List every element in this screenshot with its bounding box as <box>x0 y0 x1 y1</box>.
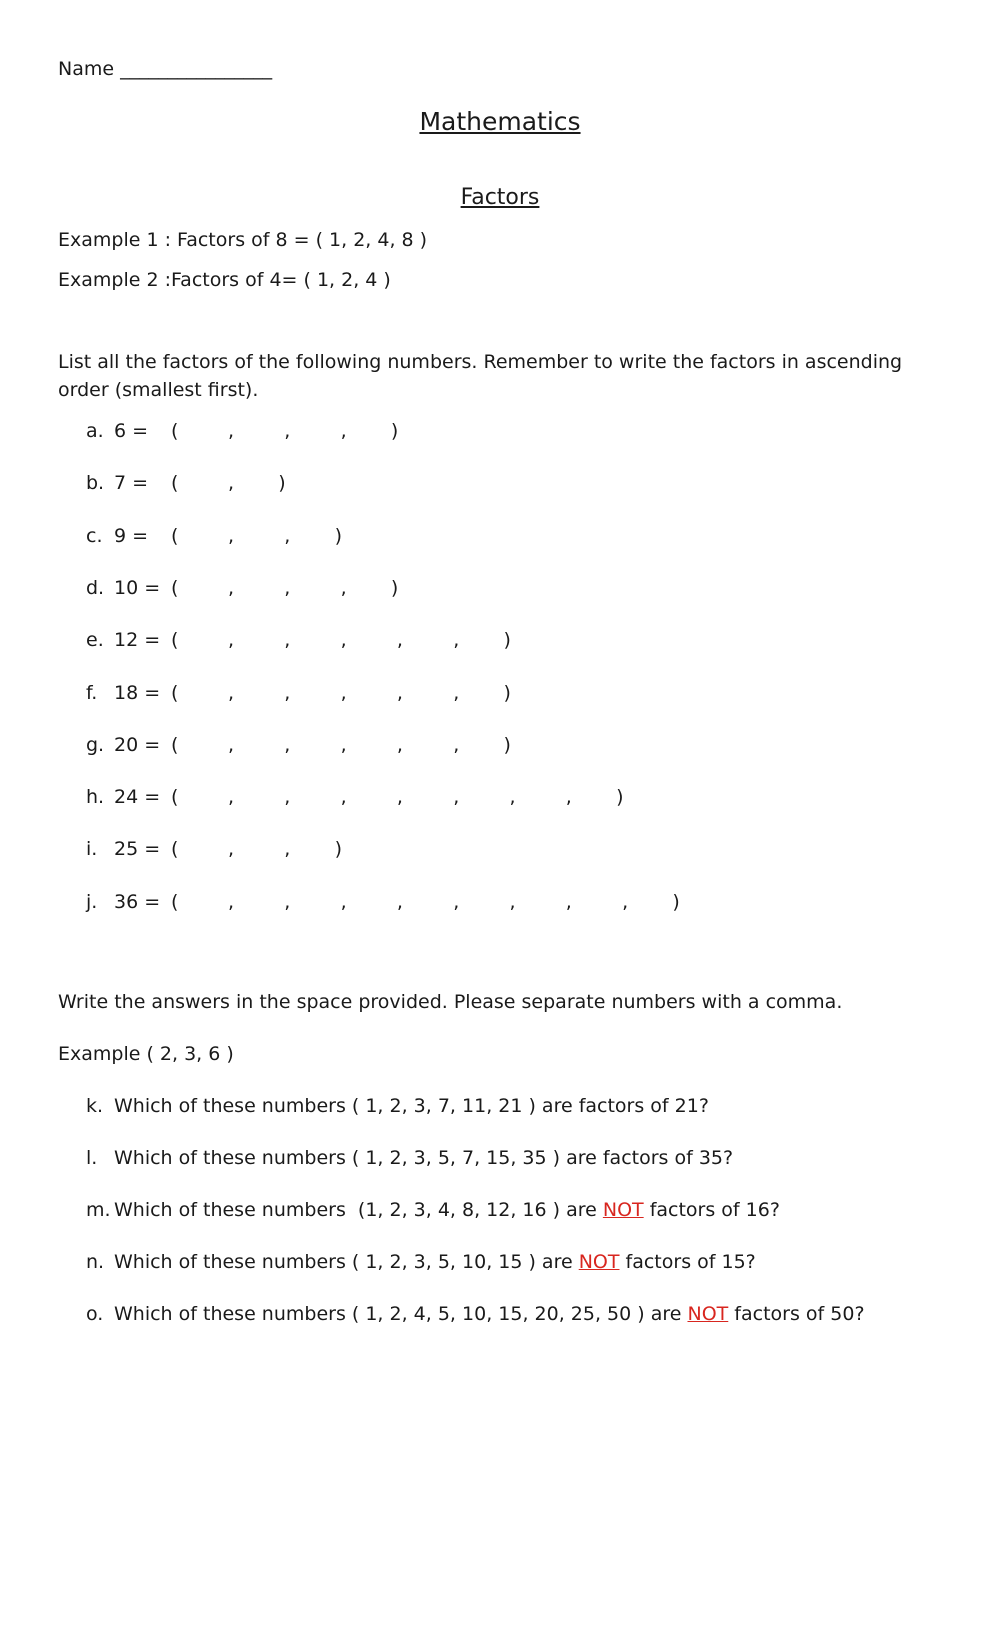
question-text: Which of these numbers ( 1, 2, 3, 7, 11, 21 ) are factors of 21? <box>114 1095 709 1117</box>
item-letter: i. <box>86 838 98 861</box>
question-item <box>86 1147 733 1169</box>
open-paren: ( <box>171 629 179 652</box>
answer-comma[interactable]: , <box>284 576 291 599</box>
answer-comma[interactable]: , <box>509 890 516 913</box>
question-item <box>86 1199 780 1221</box>
item-letter: a. <box>86 420 104 442</box>
open-paren: ( <box>171 733 179 756</box>
answer-comma[interactable]: , <box>228 786 235 809</box>
question-item <box>86 1251 756 1273</box>
close-paren: ) <box>503 629 511 652</box>
question-item <box>86 1303 865 1325</box>
answer-comma[interactable]: , <box>396 629 403 652</box>
instruction-answers: Write the answers in the space provided. Please separate numbers with a comma. <box>58 991 843 1013</box>
item-letter: j. <box>86 890 98 913</box>
question-text-end: factors of 16? <box>643 1199 780 1221</box>
answer-comma[interactable]: , <box>228 420 235 442</box>
question-item <box>86 1095 709 1117</box>
answer-comma[interactable]: , <box>453 629 460 652</box>
answer-comma[interactable]: , <box>228 524 235 547</box>
section-title: Factors <box>460 185 540 210</box>
not-emphasis: NOT <box>578 1251 620 1273</box>
close-paren: ) <box>503 681 511 704</box>
close-paren: ) <box>390 576 399 599</box>
answer-comma[interactable]: , <box>228 576 235 599</box>
open-paren: ( <box>171 681 179 704</box>
item-number-label: 10 = <box>114 576 161 599</box>
answer-comma[interactable]: , <box>340 681 347 704</box>
close-paren: ) <box>334 838 343 861</box>
factor-item <box>0 420 1000 450</box>
answer-comma[interactable]: , <box>509 786 516 809</box>
answer-comma[interactable]: , <box>340 576 347 599</box>
item-letter: c. <box>86 524 103 547</box>
page-title: Mathematics <box>419 107 581 136</box>
item-letter: e. <box>86 629 104 652</box>
question-letter: n. <box>86 1251 105 1273</box>
open-paren: ( <box>171 786 179 809</box>
open-paren: ( <box>171 838 179 861</box>
answer-comma[interactable]: , <box>340 733 347 756</box>
item-letter: h. <box>86 786 105 809</box>
answer-comma[interactable]: , <box>284 786 291 809</box>
answer-comma[interactable]: , <box>396 681 403 704</box>
question-letter: k. <box>86 1095 104 1117</box>
open-paren: ( <box>171 576 179 599</box>
item-number-label: 24 = <box>114 786 161 809</box>
open-paren: ( <box>171 524 179 547</box>
example-2: Example 2 :Factors of 4= ( 1, 2, 4 ) <box>58 269 391 291</box>
factor-item <box>0 734 1000 764</box>
answer-comma[interactable]: , <box>284 838 291 861</box>
not-emphasis: NOT <box>602 1199 644 1221</box>
factor-item <box>0 629 1000 659</box>
item-number-label: 25 = <box>114 838 161 861</box>
factor-item <box>0 838 1000 868</box>
answer-comma[interactable]: , <box>340 420 347 442</box>
item-letter: g. <box>86 733 105 756</box>
answer-comma[interactable]: , <box>565 890 572 913</box>
item-letter: b. <box>86 472 105 495</box>
answer-comma[interactable]: , <box>340 890 347 913</box>
name-blank[interactable]: ________________ <box>120 58 273 80</box>
answer-comma[interactable]: , <box>396 890 403 913</box>
answer-comma[interactable]: , <box>396 733 403 756</box>
factor-item <box>0 891 1000 921</box>
question-text: Which of these numbers (1, 2, 3, 4, 8, 12, 16 ) are <box>114 1199 603 1221</box>
question-letter: l. <box>86 1147 98 1169</box>
answer-comma[interactable]: , <box>284 890 291 913</box>
answer-comma[interactable]: , <box>284 420 291 442</box>
close-paren: ) <box>278 472 286 495</box>
answer-comma[interactable]: , <box>453 681 460 704</box>
question-text: Which of these numbers ( 1, 2, 4, 5, 10, 15, 20, 25, 50 ) are <box>114 1303 688 1325</box>
factor-item <box>0 682 1000 712</box>
answer-comma[interactable]: , <box>284 524 291 547</box>
answer-comma[interactable]: , <box>284 733 291 756</box>
answer-comma[interactable]: , <box>228 838 235 861</box>
item-letter: f. <box>86 681 98 704</box>
factor-item <box>0 525 1000 555</box>
item-number-label: 9 = <box>114 524 149 547</box>
answer-comma[interactable]: , <box>340 629 347 652</box>
close-paren: ) <box>672 890 680 913</box>
question-text-end: factors of 50? <box>728 1303 865 1325</box>
name-line <box>58 58 272 80</box>
answer-comma[interactable]: , <box>228 472 235 495</box>
item-number-label: 20 = <box>114 733 161 756</box>
item-number-label: 36 = <box>114 890 161 913</box>
item-letter: d. <box>86 576 105 599</box>
item-number-label: 12 = <box>114 629 161 652</box>
answer-comma[interactable]: , <box>228 890 235 913</box>
answer-comma[interactable]: , <box>453 733 460 756</box>
open-paren: ( <box>171 420 179 442</box>
answer-comma[interactable]: , <box>340 786 347 809</box>
factor-item <box>0 472 1000 502</box>
question-letter: o. <box>86 1303 104 1325</box>
answer-comma[interactable]: , <box>453 890 460 913</box>
answer-comma[interactable]: , <box>453 786 460 809</box>
not-emphasis: NOT <box>687 1303 729 1325</box>
answer-comma[interactable]: , <box>565 786 572 809</box>
item-number-label: 6 = <box>114 420 149 442</box>
close-paren: ) <box>390 420 399 442</box>
instruction-list-factors: List all the factors of the following numbers. Remember to write the factors in ascending order (smallest first). <box>58 351 903 401</box>
example-3: Example ( 2, 3, 6 ) <box>58 1043 234 1065</box>
open-paren: ( <box>171 472 179 495</box>
answer-comma[interactable]: , <box>622 890 629 913</box>
answer-comma[interactable]: , <box>284 681 291 704</box>
close-paren: ) <box>334 524 343 547</box>
answer-comma[interactable]: , <box>228 681 235 704</box>
question-letter: m. <box>86 1199 111 1221</box>
open-paren: ( <box>171 890 179 913</box>
question-text: Which of these numbers ( 1, 2, 3, 5, 10, 15 ) are <box>114 1251 579 1273</box>
answer-comma[interactable]: , <box>228 733 235 756</box>
answer-comma[interactable]: , <box>396 786 403 809</box>
question-text: Which of these numbers ( 1, 2, 3, 5, 7, 15, 35 ) are factors of 35? <box>114 1147 734 1169</box>
answer-comma[interactable]: , <box>284 629 291 652</box>
example-1: Example 1 : Factors of 8 = ( 1, 2, 4, 8 ) <box>58 229 428 251</box>
answer-comma[interactable]: , <box>228 629 235 652</box>
close-paren: ) <box>616 786 624 809</box>
question-text-end: factors of 15? <box>619 1251 756 1273</box>
factor-item <box>0 786 1000 816</box>
close-paren: ) <box>503 733 511 756</box>
name-label: Name <box>58 58 115 80</box>
item-number-label: 7 = <box>114 472 149 495</box>
item-number-label: 18 = <box>114 681 161 704</box>
factor-item <box>0 577 1000 607</box>
